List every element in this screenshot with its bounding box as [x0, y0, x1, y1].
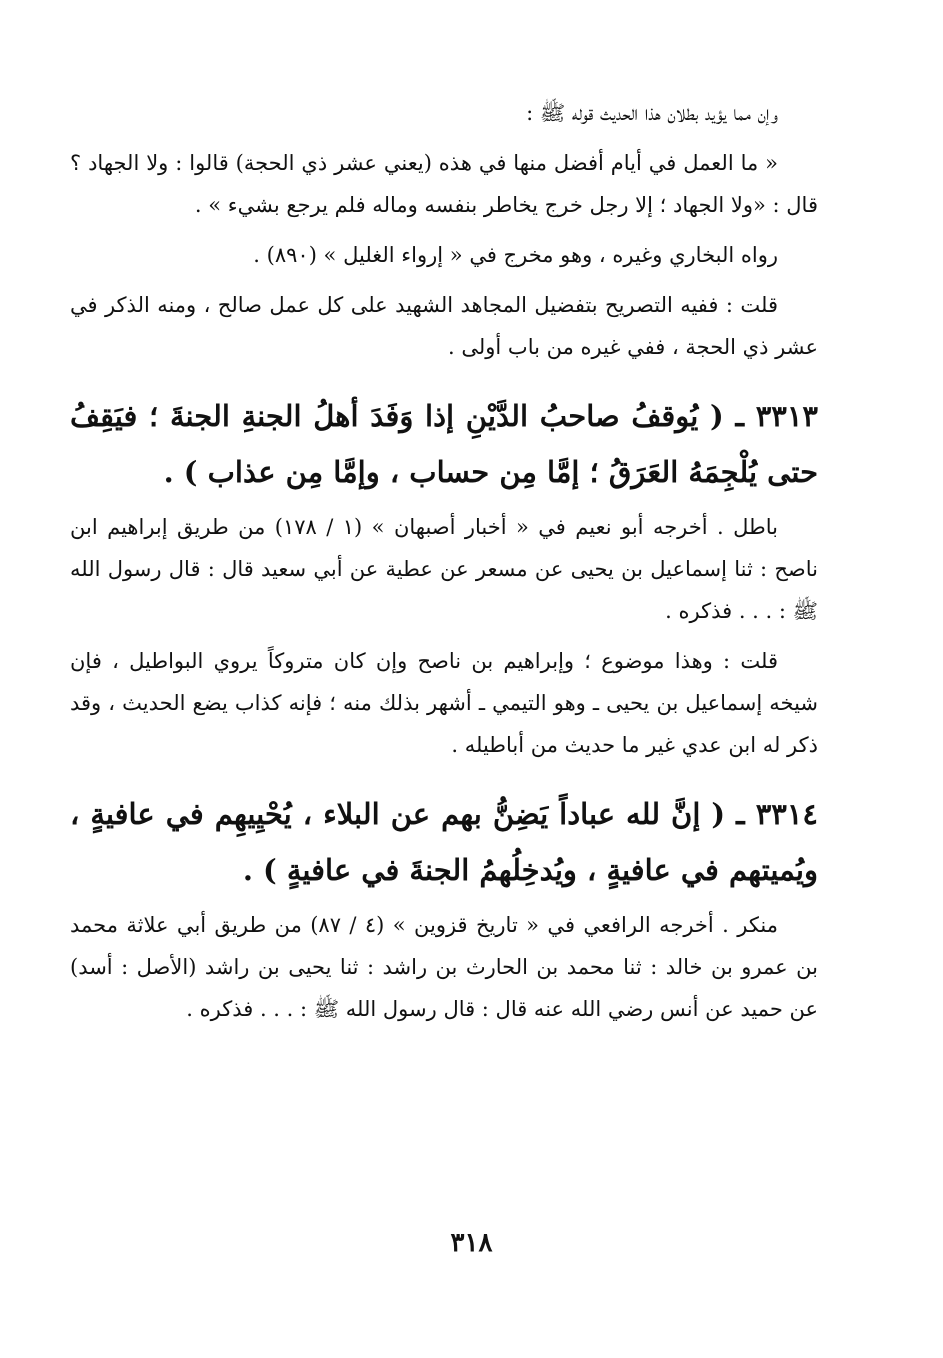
paragraph-intro: وإن مما يؤيد بطلان هذا الحديث قوله ﷺ :: [526, 101, 778, 125]
paragraph-takhrij-3314: منكر . أخرجه الرافعي في « تاريخ قزوين » (٤ / ٨٧) من طريق أبي علاثة محمد بن عمرو بن خالد : ثنا محمد بن الحارث بن راشد : ثنا يحيى بن راشد (الأصل : أسد) عن حميد عن أنس رضي الله عنه قال : قال رسول الله ﷺ : . . . فذكره .: [70, 913, 818, 1021]
paragraph-comment-3313: قلت : وهذا موضوع ؛ وإبراهيم بن ناصح وإن كان متروكاً يروي البواطيل ، فإن شيخه إسماعيل بن يحيى ـ وهو التيمي ـ أشهر بذلك منه ؛ فإنه كذاب يضع الحديث ، وقد ذكر له ابن عدي غير ما حديث من أباطيله .: [70, 649, 818, 757]
page-body: [70, 92, 818, 1030]
paragraph-takhrij-3313: باطل . أخرجه أبو نعيم في « أخبار أصبهان » (١ / ١٧٨) من طريق إبراهيم ابن ناصح : ثنا إسماعيل بن يحيى عن مسعر عن عطية عن أبي سعيد قال : قال رسول الله ﷺ : . . . فذكره .: [70, 515, 818, 623]
page-number: ٣١٨: [450, 1228, 493, 1258]
hadith-3314: ٣٣١٤ ـ ( إنَّ لله عباداً يَضِنُّ بهم عن البلاء ، يُحْيِيهِم في عافيةٍ ، ويُميتهم في عافيةٍ ، ويُدخِلُهمُ الجنةَ في عافيةٍ ) .: [70, 797, 818, 887]
hadith-3313: ٣٣١٣ ـ ( يُوقفُ صاحبُ الدَّيْنِ إذا وَفَدَ أهلُ الجنةِ الجنةَ ؛ فيَقِفُ حتى يُلْجِمَهُ العَرَقُ ؛ إمَّا مِن حساب ، وإمَّا مِن عذاب ) .: [70, 399, 818, 489]
paragraph-hadith-quote: « ما العمل في أيام أفضل منها في هذه (يعني عشر ذي الحجة) قالوا : ولا الجهاد ؟ قال : «ولا الجهاد ؛ إلا رجل خرج يخاطر بنفسه وماله فلم يرجع بشيء » .: [70, 151, 818, 217]
paragraph-source: رواه البخاري وغيره ، وهو مخرج في « إرواء الغليل » (٨٩٠) .: [253, 243, 778, 267]
paragraph-comment: قلت : ففيه التصريح بتفضيل المجاهد الشهيد على كل عمل صالح ، ومنه الذكر في عشر ذي الحجة ، ففي غيره من باب أولى .: [70, 293, 818, 359]
